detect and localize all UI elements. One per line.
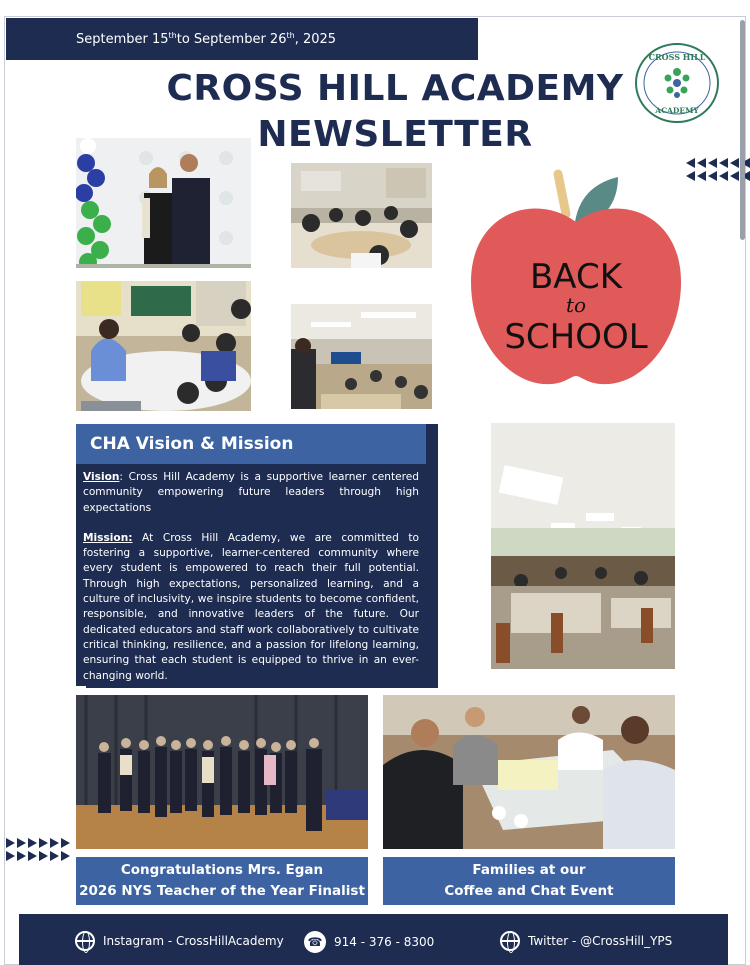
footer-phone[interactable]: [304, 931, 434, 953]
school-logo: [634, 42, 720, 124]
logo-text-top: CROSS HILL: [648, 52, 706, 62]
footer-instagram-text: Instagram - CrossHillAcademy: [103, 934, 284, 948]
mission-body: At Cross Hill Academy, we are committed to fostering a supportive, learner-centered community where every student is empowered to reach their full potential. Through high expectations, personalized learning, and a culture of inclusivity, we inspire students to become confident, responsible, and innovative leaders of the future. Our dedicated educators and staff work collaboratively to cultivate critical thinking, resilience, and a passion for lifelong learning, ensuring that each student is equipped to thrive in an ever-changing world.: [83, 531, 419, 682]
globe-icon: [500, 931, 520, 951]
caption-families: [383, 857, 675, 905]
scrollbar-thumb[interactable]: [740, 20, 745, 240]
date-start-suffix: th: [168, 30, 177, 40]
title-line-1: CROSS HILL ACADEMY: [166, 68, 624, 109]
title-line-2: NEWSLETTER: [257, 114, 533, 155]
phone-icon: ☎: [304, 931, 326, 953]
photo-library: [491, 423, 675, 669]
apple-text-school: SCHOOL: [504, 317, 648, 357]
caption-egan-line2: 2026 NYS Teacher of the Year Finalist: [79, 883, 365, 899]
caption-egan-line1: Congratulations Mrs. Egan: [120, 862, 324, 878]
date-start: September 15: [76, 31, 169, 47]
photo-computer-room: [291, 304, 432, 409]
logo-text-bottom: ACADEMY: [655, 106, 699, 115]
footer-instagram[interactable]: [75, 931, 284, 951]
globe-icon: [75, 931, 95, 951]
footer-twitter[interactable]: [500, 931, 672, 951]
apple-text-to: to: [565, 293, 587, 317]
date-banner: [6, 18, 478, 60]
photo-coffee-chat: [383, 695, 675, 849]
caption-families-line1: Families at our: [472, 862, 586, 878]
date-end-suffix: th: [286, 30, 295, 40]
mission-label: Mission:: [83, 531, 133, 544]
mission-paragraph: [83, 531, 419, 684]
triangle-decoration-left: [6, 838, 70, 861]
mission-text: [83, 470, 419, 699]
photo-balloons: [76, 138, 251, 268]
vision-text: : Cross Hill Academy is a supportive learner centered community empowering future leaders through high expectations: [83, 471, 419, 514]
date-year: , 2025: [294, 31, 337, 47]
footer: [19, 914, 728, 965]
footer-phone-text: 914 - 376 - 8300: [334, 935, 435, 949]
photo-classroom-tables: [291, 163, 432, 268]
caption-families-line2: Coffee and Chat Event: [444, 883, 614, 899]
photo-teacher-helping: [76, 281, 251, 411]
vision-paragraph: [83, 470, 419, 516]
date-to: to September 26: [176, 31, 287, 47]
footer-twitter-text: Twitter - @CrossHill_YPS: [528, 934, 673, 948]
apple-text-back: BACK: [529, 257, 623, 297]
back-to-school-apple: [466, 162, 686, 390]
vision-label: Vision: [83, 471, 120, 483]
photo-group-stage: [76, 695, 368, 849]
caption-egan: [76, 857, 368, 905]
mission-heading: CHA Vision & Mission: [76, 424, 426, 464]
